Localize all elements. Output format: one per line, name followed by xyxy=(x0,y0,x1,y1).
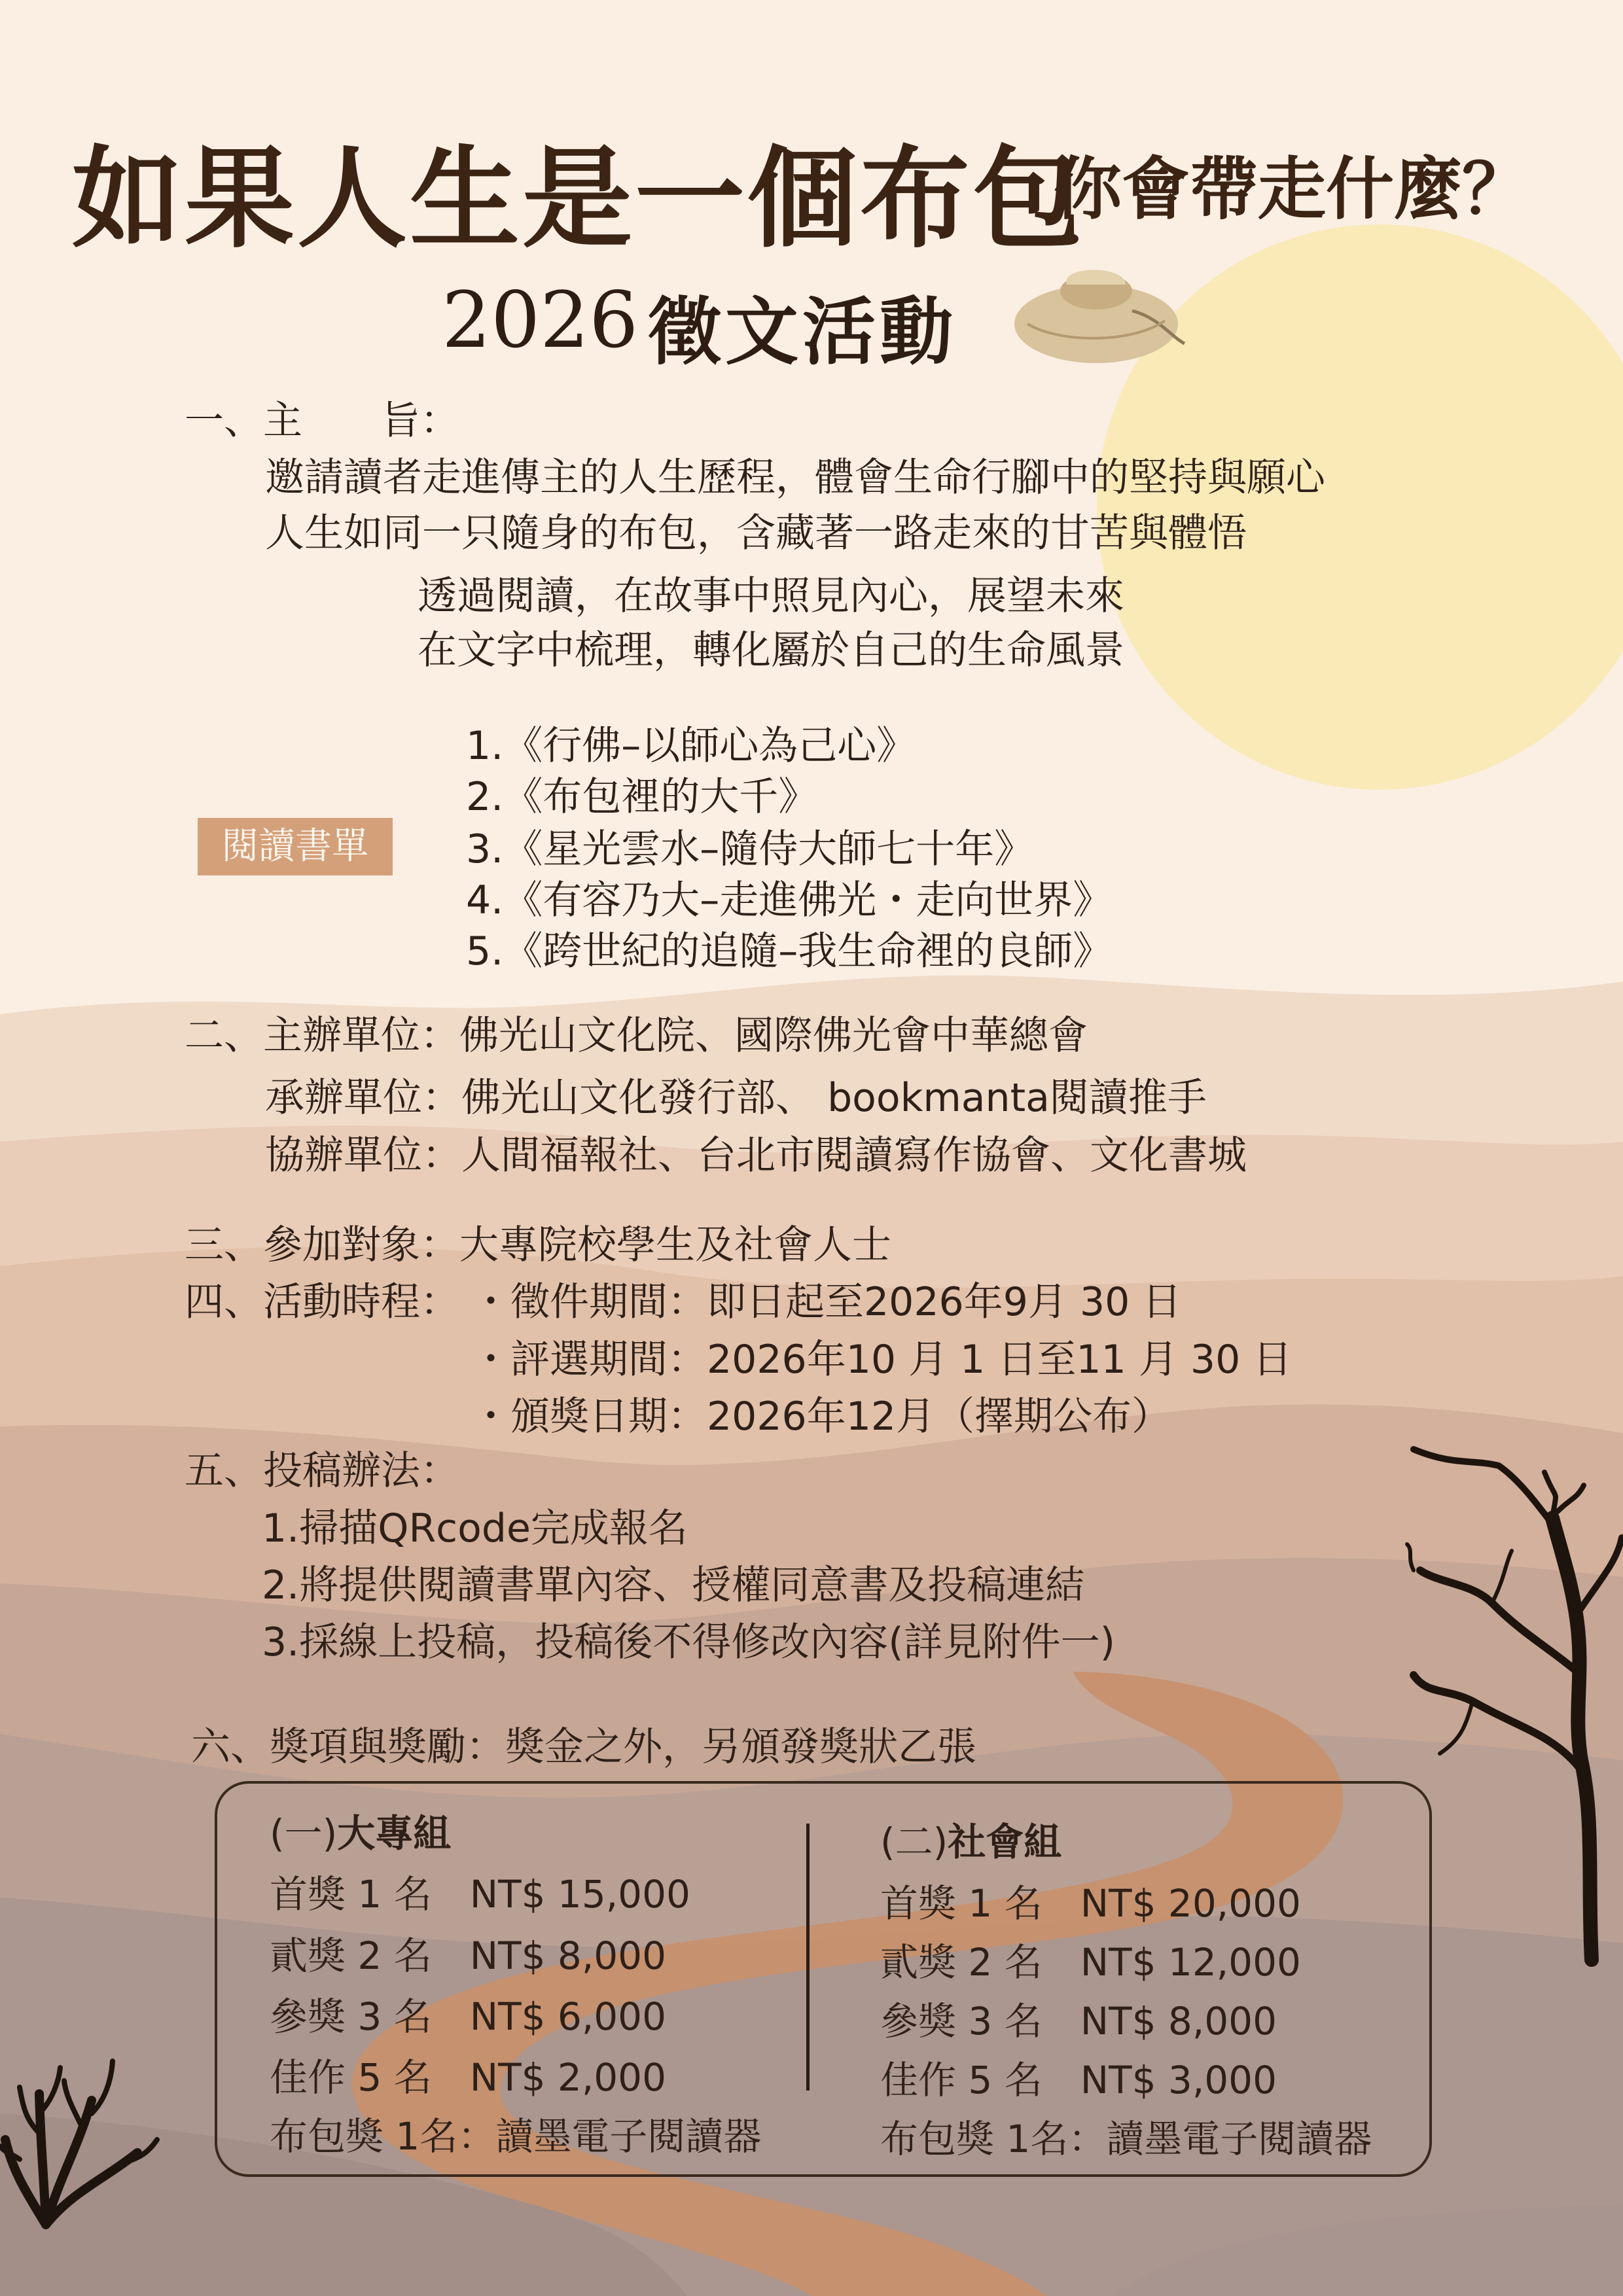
schedule-submission-period: ・徵件期間：即日起至2026年9月 30 日 xyxy=(471,1279,1182,1325)
public-prize-first: 首獎 1 名 NT$ 20,000 xyxy=(880,1881,1301,1926)
book-item-5: 5.《跨世紀的追隨–我生命裡的良師》 xyxy=(466,928,1113,974)
book-item-4: 4.《有容乃大–走進佛光・走向世界》 xyxy=(466,877,1113,923)
book-item-2: 2.《布包裡的大千》 xyxy=(466,774,818,820)
organizer: 承辦單位：佛光山文化發行部、 bookmanta閱讀推手 xyxy=(265,1075,1207,1121)
participants: 三、參加對象：大專院校學生及社會人士 xyxy=(185,1222,891,1268)
public-prize-third: 參獎 3 名 NT$ 8,000 xyxy=(880,1999,1277,2043)
awards-heading: 六、獎項與獎勵：獎金之外，另頒發獎狀乙張 xyxy=(191,1724,976,1770)
schedule-review-period: ・評選期間：2026年10 月 1 日至11 月 30 日 xyxy=(471,1337,1293,1383)
college-prize-first: 首獎 1 名 NT$ 15,000 xyxy=(270,1872,690,1916)
schedule-award-date: ・頒獎日期：2026年12月（擇期公布） xyxy=(471,1394,1171,1439)
public-prize-second: 貳獎 2 名 NT$ 12,000 xyxy=(880,1940,1301,1985)
event-title: 徵文活動 xyxy=(648,290,957,375)
purpose-heading: 一、主 旨： xyxy=(185,398,459,444)
main-title: 如果人生是一個布包 xyxy=(72,135,1085,263)
host-organizer: 二、主辦單位：佛光山文化院、國際佛光會中華總會 xyxy=(185,1013,1088,1059)
sub-title: 你會帶走什麼？ xyxy=(1054,149,1531,229)
purpose-line-4: 在文字中梳理，轉化屬於自己的生命風景 xyxy=(418,627,1124,673)
group-public-name: 社會組 xyxy=(948,1820,1062,1864)
group-college-title xyxy=(270,1803,451,1858)
submission-step-2: 2.將提供閱讀書單內容、授權同意書及投稿連結 xyxy=(262,1563,1085,1608)
college-prize-honorable: 佳作 5 名 NT$ 2,000 xyxy=(270,2055,666,2100)
purpose-line-2: 人生如同一只隨身的布包，含藏著一路走來的甘苦與體悟 xyxy=(265,510,1247,556)
group-college-name: 大專組 xyxy=(337,1811,452,1856)
college-prize-bag: 布包獎 1名：讀墨電子閱讀器 xyxy=(270,2114,762,2159)
prize-divider xyxy=(806,1824,810,2091)
public-prize-honorable: 佳作 5 名 NT$ 3,000 xyxy=(880,2058,1277,2102)
group-public-title xyxy=(880,1811,1061,1866)
purpose-line-3: 透過閱讀，在故事中照見內心，展望未來 xyxy=(418,573,1124,619)
group-public-prefix: (二) xyxy=(880,1820,948,1864)
public-prize-bag: 布包獎 1名：讀墨電子閱讀器 xyxy=(880,2117,1372,2161)
co-organizer: 協辦單位：人間福報社、台北市閱讀寫作協會、文化書城 xyxy=(265,1133,1247,1178)
submission-step-3: 3.採線上投稿，投稿後不得修改內容(詳見附件一) xyxy=(262,1619,1116,1665)
submission-heading: 五、投稿辦法： xyxy=(185,1448,459,1494)
event-year: 2026 xyxy=(442,275,639,365)
college-prize-second: 貳獎 2 名 NT$ 8,000 xyxy=(270,1934,666,1978)
book-item-1: 1.《行佛–以師心為己心》 xyxy=(466,723,916,769)
book-item-3: 3.《星光雲水–隨侍大師七十年》 xyxy=(466,826,1034,872)
college-prize-third: 參獎 3 名 NT$ 6,000 xyxy=(270,1994,666,2039)
schedule-heading: 四、活動時程： xyxy=(185,1279,459,1325)
group-college-prefix: (一) xyxy=(270,1811,338,1856)
reading-list-tag: 閱讀書單 xyxy=(198,818,393,875)
purpose-line-1: 邀請讀者走進傳主的人生歷程，體會生命行腳中的堅持與願心 xyxy=(265,455,1325,501)
submission-step-1: 1.掃描QRcode完成報名 xyxy=(262,1506,688,1551)
